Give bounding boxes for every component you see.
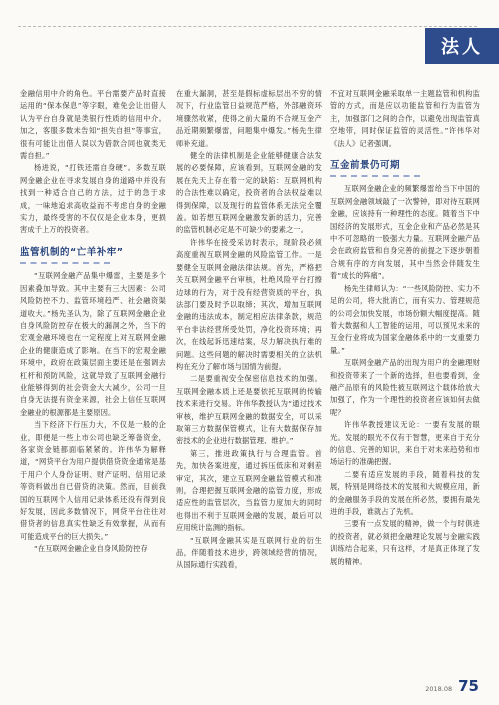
paragraph: 金融信用中介的角色。平台需要产品时直接运用的“保本保息”等字眼，难免会让出借人认为平台自身就是类银行性质的信用中介。加之，客服多数未告知“担失自担”等事宜，很有可能让出借人误以为借款合同也就类无需自担。” <box>20 89 166 161</box>
paragraph: 杨进说，“打铁还需自身硬”。多数互联网金融企业在寻求发展自身的道路中并没有找到一种适合自己的方法，过于的急于求成，一味地追求高收益而不考虑自身的金融实力，最终受害的不仅仅是企业本身，更损害成千上万的投资者。 <box>20 163 166 235</box>
paragraph: 第三，推进政策执行与合理监管。首先，加快各案进度，通过拆压低床和对剩差审定，其次，建立互联网金融监管模式和准则，合理把握互联网金融的监管力度，形成适应性的监管层次，当监管力度加大的同时也得出不利于互联网金融的发展，最后可以应用统计监测的指标。 <box>176 448 322 533</box>
paragraph: 二要有适应发展的手段，随着科技的发展，特别是网络技术的发展和大规模应用，新的金融服务手段的发展在所必然，要拥有最先进的手段，谁就占了先机。 <box>330 469 480 516</box>
paragraph: “在互联网金融企业自身风险防控存 <box>34 544 148 554</box>
section-heading: 监管机制的“亡羊补牢” <box>20 247 166 262</box>
paragraph: 在重大漏洞，甚至是假标虚标层出不穷的情况下，行业监管日益规范严格，外部融资环境骤然收紧，使得之前大量的不合规互金产品近期频繁爆雷，问题集中爆发。”杨先生律师补充道。 <box>176 89 322 148</box>
section-heading: 互金前景仍可期 <box>330 160 480 175</box>
paragraph: 健全的法律机制是企业能够健康合法发展的必要保障，应该看到，互联网金融的发展在先天上存在着一定的缺陷：互联网机构的合法性难以确定，投资者的合法权益难以得到保障，以及现行的监管体系无法完全覆盖。如若想互联网金融激发新的活力，完善的监管机制必定是不可缺少的要素之一。 <box>176 151 322 235</box>
paragraph: 许伟华在接受采访时表示，现阶段必须高度重视互联网金融的风险监管工作。一是要健全互联网金融法律法规。首先，严格把关互联网金融平台审核，杜绝风险平台打擦边球的行为，对于没有经营资质的平台，执法部门要及时予以取缔；其次，增加互联网金融的违法成本，制定相应法律条款，规范平台非法经营所受处罚，净化投资环境；再次，在线起诉迅速结案，尽力解决执行难的问题。这些问题的解决时需要相关的立法机构在充分了解市场与国情为前提。 <box>176 237 322 371</box>
paragraph: 互联网金融企业的频繁爆雷给当下中国的互联网金融领域敲了一次警钟，即对待互联网金融，应该持有一种理性的态度。随着当下中国经济的发展形式，互金企业和产品必然是其中不可忽略的一股强大力量。互联网金融产品会在政府监管和自身完善的前提之下逐步朝着合规有序的方向发展，其中当然会伴随发生着“成长的阵痛”。 <box>330 184 480 281</box>
paragraph: 杨先生律师认为：“一些风险防控、实力不足的公司，将大批消亡，而有实力、管理规范的公司会加快发展，市场份额大幅度提高。随着大数据和人工智能的运用，可以预见未来的互金行业将成为国家金融体系中的一支重要力量。” <box>330 283 480 355</box>
paragraph: 许伟华教授建议无论：一要有发展的眼光。发展的眼光不仅有于智慧，更来自于充分的信息、完善的知识，来自于对未来趋势和市场运行的准确把握。 <box>330 420 480 467</box>
article-column-3 <box>330 88 480 568</box>
paragraph: “互联网金融产品集中爆雷，主要是多个因素叠加导致。其中主要有三大因素：公司风险防控不力、监管环境趋严、社会融资渠道收大。”杨先圣认为，除了互联网金融企业自身风险防控存在极大的漏洞之外，当下的宏观金融环境也在一定程度上对互联网金融企业的健康造成了影响。在当下的宏观金融环境中，政府在政策层面主要还是在强调去杠杆和预防风险，这就导致了互联网金融行业能够得到的社会资金大大减少，公司一旦自身无法提有资金来源，社会上信任互联网金融业的根源都是主要原因。 <box>20 271 166 417</box>
top-dashed-rule <box>18 26 477 28</box>
paragraph: 互联网金融产品的出现为用户的金融理财和投资带来了一个新的选择，但也要看到，金融产品原有的风险性被互联网这个载体给放大加强了，作为一个理性的投资者应该如何去做呢？ <box>330 358 480 417</box>
paragraph: 不宜对互联网金融采取单一主题监管和机构监管的方式，而是应以功能监管和行为监管为主，加强部门之间的合作，以避免出现监管真空地带，同时保证监管的灵活性。”许伟华对《法人》记者强调。 <box>330 89 480 148</box>
issue-date: 2018.08 <box>425 685 453 693</box>
page-number: 75 <box>458 677 479 695</box>
page-footer <box>425 677 479 695</box>
article-column-1 <box>20 88 166 556</box>
paragraph: 当下经济下行压力大，不仅是一般的企业，即便是一些上市公司也缺乏筹备资金，各家资金链都面临紧紧的。许伟华为解释道，“网贷平台为用户提供借贷资金通常是基于用户个人身份证明、财产证明、信用记录等资料做出自已借贷的决策。然而，目前我国的互联网个人信用记录体系还没有得到良好发展，因此多数情况下，网贷平台往往对借贷者的信息真实性缺乏有效掌握，从而有可能造成平台的巨大损失。” <box>20 420 166 541</box>
section-title: 法人 <box>441 37 483 58</box>
section-tab <box>425 28 499 64</box>
paragraph: “互联网金融其实是互联网行业的衍生品，伴随着技术进步，跨领域经营的情况，从国际通行实践看， <box>176 535 322 570</box>
paragraph: 二是要重视安全保密信息技术的加强。互联网金融本质上还是要依托互联网的传输技术来进行交易。许伟华教授认为“通过技术审核，维护互联网金融的数据安全，可以采取第三方数据保管模式，让有大数据保存加密技术的企业进行数据管理、维护。” <box>176 374 322 446</box>
paragraph: 三要有一点发展的精神，做一个与时俱进的投资者，就必须把金融理论发展与金融实践训练结合起来，只有这样，才是真正体现了发展的精神。 <box>330 519 480 566</box>
article-column-2 <box>176 88 322 572</box>
